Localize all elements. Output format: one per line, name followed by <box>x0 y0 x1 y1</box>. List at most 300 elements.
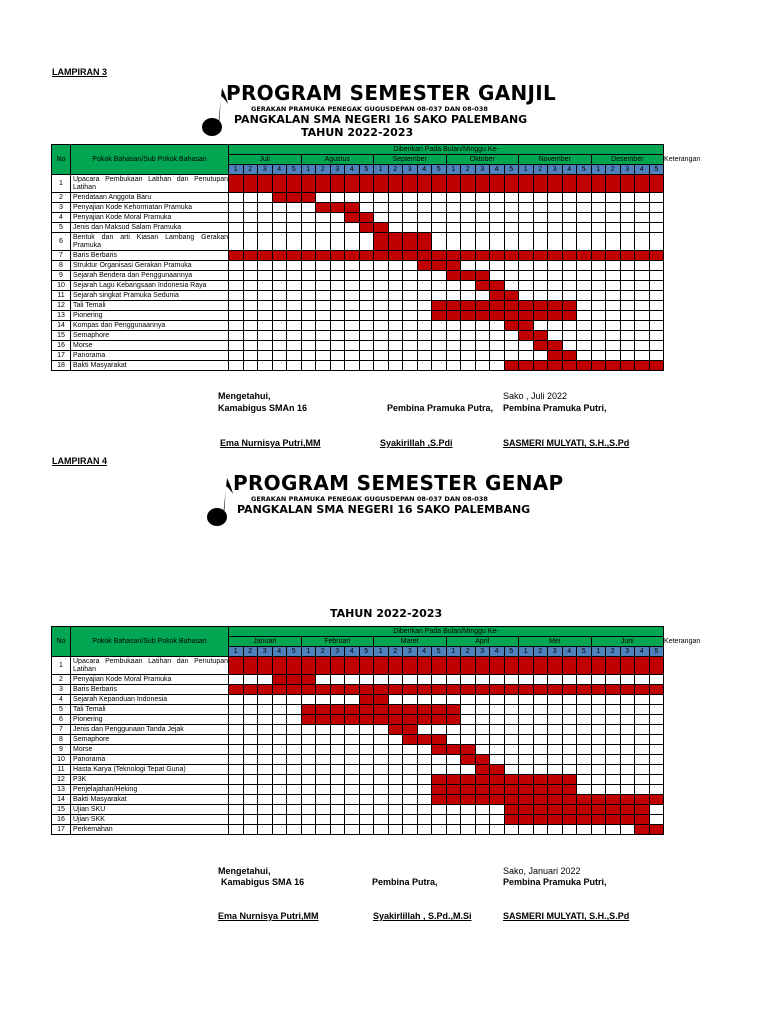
scheduled-cell <box>548 657 563 675</box>
empty-cell <box>562 341 577 351</box>
scheduled-cell <box>620 361 635 371</box>
scheduled-cell <box>388 175 403 193</box>
scheduled-cell <box>606 805 621 815</box>
empty-cell <box>504 261 519 271</box>
empty-cell <box>272 281 287 291</box>
empty-cell <box>577 695 592 705</box>
empty-cell <box>504 745 519 755</box>
empty-cell <box>649 271 664 281</box>
empty-cell <box>316 785 331 795</box>
empty-cell <box>446 765 461 775</box>
row-topic: Jenis dan Penggunaan Tanda Jejak <box>71 725 229 735</box>
empty-cell <box>461 341 476 351</box>
week-number: 5 <box>504 165 519 175</box>
empty-cell <box>258 311 273 321</box>
week-number: 3 <box>403 647 418 657</box>
empty-cell <box>388 203 403 213</box>
empty-cell <box>258 795 273 805</box>
empty-cell <box>301 203 316 213</box>
empty-cell <box>388 805 403 815</box>
empty-cell <box>272 223 287 233</box>
empty-cell <box>287 795 302 805</box>
empty-cell <box>345 261 360 271</box>
empty-cell <box>301 815 316 825</box>
scheduled-cell <box>519 775 534 785</box>
scheduled-cell <box>432 735 447 745</box>
scheduled-cell <box>287 175 302 193</box>
empty-cell <box>258 281 273 291</box>
week-number: 1 <box>374 165 389 175</box>
empty-cell <box>591 213 606 223</box>
empty-cell <box>272 203 287 213</box>
row-topic: Sejarah Kepanduan Indonesia <box>71 695 229 705</box>
scheduled-cell <box>620 251 635 261</box>
subtitle-school: PANGKALAN SMA NEGERI 16 SAKO PALEMBANG <box>234 113 528 126</box>
empty-cell <box>316 755 331 765</box>
scheduled-cell <box>287 675 302 685</box>
empty-cell <box>316 223 331 233</box>
scheduled-cell <box>258 685 273 695</box>
week-number: 5 <box>649 647 664 657</box>
empty-cell <box>388 261 403 271</box>
table-row <box>52 745 664 755</box>
scheduled-cell <box>446 175 461 193</box>
empty-cell <box>359 301 374 311</box>
empty-cell <box>403 281 418 291</box>
scheduled-cell <box>359 695 374 705</box>
scheduled-cell <box>606 795 621 805</box>
empty-cell <box>359 233 374 251</box>
empty-cell <box>577 213 592 223</box>
empty-cell <box>287 223 302 233</box>
empty-cell <box>417 825 432 835</box>
empty-cell <box>446 331 461 341</box>
row-number: 7 <box>52 251 71 261</box>
empty-cell <box>533 735 548 745</box>
empty-cell <box>461 805 476 815</box>
empty-cell <box>287 301 302 311</box>
table-row <box>52 291 664 301</box>
empty-cell <box>504 233 519 251</box>
scheduled-cell <box>359 715 374 725</box>
empty-cell <box>301 271 316 281</box>
empty-cell <box>272 725 287 735</box>
empty-cell <box>519 351 534 361</box>
scheduled-cell <box>504 301 519 311</box>
empty-cell <box>562 331 577 341</box>
empty-cell <box>562 825 577 835</box>
empty-cell <box>461 705 476 715</box>
empty-cell <box>330 213 345 223</box>
week-number: 4 <box>490 165 505 175</box>
empty-cell <box>533 765 548 775</box>
empty-cell <box>287 271 302 281</box>
empty-cell <box>577 725 592 735</box>
empty-cell <box>591 223 606 233</box>
empty-cell <box>475 815 490 825</box>
empty-cell <box>606 745 621 755</box>
empty-cell <box>287 351 302 361</box>
empty-cell <box>243 271 258 281</box>
empty-cell <box>533 223 548 233</box>
empty-cell <box>475 675 490 685</box>
month-header: April <box>446 637 519 647</box>
empty-cell <box>258 291 273 301</box>
empty-cell <box>548 213 563 223</box>
scheduled-cell <box>635 825 650 835</box>
row-number: 12 <box>52 301 71 311</box>
row-topic: Sejarah singkat Pramuka Sedunia <box>71 291 229 301</box>
empty-cell <box>519 261 534 271</box>
empty-cell <box>243 815 258 825</box>
table-row <box>52 193 664 203</box>
empty-cell <box>243 261 258 271</box>
empty-cell <box>403 351 418 361</box>
scheduled-cell <box>374 695 389 705</box>
scheduled-cell <box>475 795 490 805</box>
row-topic: Tali Temali <box>71 705 229 715</box>
empty-cell <box>533 725 548 735</box>
empty-cell <box>591 331 606 341</box>
empty-cell <box>490 203 505 213</box>
empty-cell <box>301 775 316 785</box>
empty-cell <box>519 271 534 281</box>
scheduled-cell <box>446 251 461 261</box>
scheduled-cell <box>330 715 345 725</box>
scheduled-cell <box>229 657 244 675</box>
empty-cell <box>316 311 331 321</box>
week-number: 2 <box>243 647 258 657</box>
scheduled-cell <box>301 705 316 715</box>
empty-cell <box>388 735 403 745</box>
scheduled-cell <box>533 175 548 193</box>
empty-cell <box>272 765 287 775</box>
column-header-topic: Pokok Bahasan/Sub Pokok Bahasan <box>71 627 229 657</box>
table-row <box>52 311 664 321</box>
empty-cell <box>649 755 664 765</box>
empty-cell <box>649 745 664 755</box>
empty-cell <box>243 765 258 775</box>
table-row <box>52 203 664 213</box>
empty-cell <box>635 745 650 755</box>
empty-cell <box>287 233 302 251</box>
empty-cell <box>562 765 577 775</box>
empty-cell <box>649 695 664 705</box>
row-number: 16 <box>52 341 71 351</box>
empty-cell <box>591 321 606 331</box>
empty-cell <box>301 261 316 271</box>
empty-cell <box>374 341 389 351</box>
empty-cell <box>533 233 548 251</box>
row-number: 18 <box>52 361 71 371</box>
empty-cell <box>316 213 331 223</box>
empty-cell <box>287 213 302 223</box>
empty-cell <box>229 755 244 765</box>
empty-cell <box>258 705 273 715</box>
empty-cell <box>446 321 461 331</box>
empty-cell <box>359 331 374 341</box>
empty-cell <box>475 735 490 745</box>
empty-cell <box>403 213 418 223</box>
empty-cell <box>649 261 664 271</box>
scheduled-cell <box>591 795 606 805</box>
empty-cell <box>461 725 476 735</box>
signer-name-putra: Syakirlillah , S.Pd.,M.Si <box>373 911 472 921</box>
week-number: 4 <box>345 165 360 175</box>
empty-cell <box>330 193 345 203</box>
week-number: 5 <box>287 647 302 657</box>
empty-cell <box>620 291 635 301</box>
signer-name-kamabigus: Ema Nurnisya Putri,MM <box>218 911 319 921</box>
empty-cell <box>287 785 302 795</box>
table-row <box>52 321 664 331</box>
empty-cell <box>533 261 548 271</box>
table-row <box>52 331 664 341</box>
week-number: 4 <box>272 165 287 175</box>
empty-cell <box>461 351 476 361</box>
scheduled-cell <box>345 203 360 213</box>
empty-cell <box>562 705 577 715</box>
scheduled-cell <box>490 301 505 311</box>
empty-cell <box>374 675 389 685</box>
empty-cell <box>635 193 650 203</box>
empty-cell <box>417 321 432 331</box>
empty-cell <box>548 331 563 341</box>
scheduled-cell <box>490 251 505 261</box>
empty-cell <box>519 675 534 685</box>
empty-cell <box>606 301 621 311</box>
scheduled-cell <box>403 735 418 745</box>
empty-cell <box>359 775 374 785</box>
empty-cell <box>301 755 316 765</box>
empty-cell <box>461 695 476 705</box>
scheduled-cell <box>533 301 548 311</box>
empty-cell <box>403 795 418 805</box>
row-number: 15 <box>52 805 71 815</box>
scheduled-cell <box>272 675 287 685</box>
empty-cell <box>243 193 258 203</box>
empty-cell <box>374 775 389 785</box>
row-topic: P3K <box>71 775 229 785</box>
subtitle-school: PANGKALAN SMA NEGERI 16 SAKO PALEMBANG <box>237 503 531 516</box>
week-number: 5 <box>504 647 519 657</box>
pembina-putri-label: Pembina Pramuka Putri, <box>503 877 607 887</box>
empty-cell <box>287 321 302 331</box>
empty-cell <box>446 805 461 815</box>
empty-cell <box>606 695 621 705</box>
scheduled-cell <box>475 685 490 695</box>
empty-cell <box>258 755 273 765</box>
week-number: 5 <box>359 647 374 657</box>
empty-cell <box>490 735 505 745</box>
empty-cell <box>562 291 577 301</box>
table-row <box>52 657 664 675</box>
scheduled-cell <box>519 251 534 261</box>
empty-cell <box>562 745 577 755</box>
empty-cell <box>519 725 534 735</box>
week-number: 1 <box>301 647 316 657</box>
empty-cell <box>461 281 476 291</box>
empty-cell <box>345 805 360 815</box>
empty-cell <box>374 281 389 291</box>
scheduled-cell <box>533 341 548 351</box>
scheduled-cell <box>287 251 302 261</box>
empty-cell <box>490 321 505 331</box>
empty-cell <box>504 735 519 745</box>
scheduled-cell <box>519 175 534 193</box>
month-header: September <box>374 155 447 165</box>
empty-cell <box>330 223 345 233</box>
scheduled-cell <box>388 685 403 695</box>
scheduled-cell <box>533 251 548 261</box>
empty-cell <box>635 725 650 735</box>
table-row <box>52 351 664 361</box>
empty-cell <box>229 695 244 705</box>
empty-cell <box>301 805 316 815</box>
empty-cell <box>229 765 244 775</box>
empty-cell <box>504 695 519 705</box>
scheduled-cell <box>562 815 577 825</box>
column-header-topic: Pokok Bahasan/Sub Pokok Bahasan <box>71 145 229 175</box>
week-number: 4 <box>635 647 650 657</box>
empty-cell <box>330 795 345 805</box>
empty-cell <box>243 361 258 371</box>
week-number: 5 <box>649 165 664 175</box>
empty-cell <box>475 321 490 331</box>
empty-cell <box>316 795 331 805</box>
scheduled-cell <box>504 795 519 805</box>
empty-cell <box>461 825 476 835</box>
empty-cell <box>591 695 606 705</box>
scheduled-cell <box>562 685 577 695</box>
empty-cell <box>548 745 563 755</box>
empty-cell <box>446 735 461 745</box>
empty-cell <box>229 805 244 815</box>
empty-cell <box>316 233 331 251</box>
empty-cell <box>606 261 621 271</box>
scheduled-cell <box>548 785 563 795</box>
empty-cell <box>417 203 432 213</box>
empty-cell <box>403 675 418 685</box>
signer-name-putri: SASMERI MULYATI, S.H.,S.Pd <box>503 911 630 921</box>
empty-cell <box>577 203 592 213</box>
scheduled-cell <box>490 291 505 301</box>
scheduled-cell <box>591 657 606 675</box>
scheduled-cell <box>475 755 490 765</box>
empty-cell <box>446 725 461 735</box>
week-number: 4 <box>272 647 287 657</box>
empty-cell <box>649 311 664 321</box>
empty-cell <box>577 705 592 715</box>
empty-cell <box>345 291 360 301</box>
scheduled-cell <box>446 311 461 321</box>
scheduled-cell <box>620 815 635 825</box>
empty-cell <box>533 825 548 835</box>
row-topic: Penyajian Kode Moral Pramuka <box>71 675 229 685</box>
scheduled-cell <box>591 251 606 261</box>
scheduled-cell <box>287 193 302 203</box>
empty-cell <box>301 213 316 223</box>
row-number: 6 <box>52 233 71 251</box>
empty-cell <box>301 745 316 755</box>
scheduled-cell <box>432 175 447 193</box>
empty-cell <box>635 281 650 291</box>
empty-cell <box>417 311 432 321</box>
empty-cell <box>519 281 534 291</box>
column-header-no: No <box>52 627 71 657</box>
table-row <box>52 685 664 695</box>
empty-cell <box>330 755 345 765</box>
empty-cell <box>287 775 302 785</box>
scheduled-cell <box>388 251 403 261</box>
empty-cell <box>388 331 403 341</box>
row-number: 4 <box>52 213 71 223</box>
empty-cell <box>635 341 650 351</box>
scheduled-cell <box>504 657 519 675</box>
month-header: Mei <box>519 637 592 647</box>
scheduled-cell <box>316 251 331 261</box>
empty-cell <box>490 825 505 835</box>
empty-cell <box>243 233 258 251</box>
scheduled-cell <box>475 271 490 281</box>
empty-cell <box>635 735 650 745</box>
week-number: 1 <box>519 647 534 657</box>
empty-cell <box>359 311 374 321</box>
scheduled-cell <box>330 203 345 213</box>
empty-cell <box>388 281 403 291</box>
empty-cell <box>519 213 534 223</box>
row-topic: Struktur Organisasi Gerakan Pramuka <box>71 261 229 271</box>
empty-cell <box>403 775 418 785</box>
empty-cell <box>258 193 273 203</box>
schedule-table: No Pokok Bahasan/Sub Pokok Bahasan Diberikan Pada Bulan/Minggu Ke- Keterangan Januari Februari Maret April Mei Juni 1 2 3 4 5 1 2 3 4 5 1 2 3 4 5 1 2 3 4 5 1 2 3 4 5 1 2 3 4 5 1 Upacara Pembukaan Latihan dan Penutupan Latihan 2 Penyajian Kode Moral Pramuka 3 Baris Berbaris 4 Sejarah Kepanduan Indonesia 5 Tali Temali 6 Pionering 7 Jenis dan Penggunaan Tanda Jejak 8 Semaphore 9 Morse 10 Panorama 11 Hasta Karya (Teknologi Tepat Guna) 12 P3K 13 Penjelajahan/Heking 14 Bakti Masyarakat 15 Ujian SKU 16 Ujian SKK 17 Perkemahan <box>51 626 664 835</box>
scheduled-cell <box>577 175 592 193</box>
scheduled-cell <box>548 341 563 351</box>
empty-cell <box>490 695 505 705</box>
empty-cell <box>345 223 360 233</box>
month-header: Agustus <box>301 155 374 165</box>
empty-cell <box>345 301 360 311</box>
scheduled-cell <box>606 175 621 193</box>
scheduled-cell <box>591 805 606 815</box>
empty-cell <box>229 775 244 785</box>
empty-cell <box>243 735 258 745</box>
empty-cell <box>504 755 519 765</box>
empty-cell <box>490 271 505 281</box>
table-row <box>52 815 664 825</box>
week-number: 4 <box>490 647 505 657</box>
empty-cell <box>345 351 360 361</box>
scheduled-cell <box>316 705 331 715</box>
empty-cell <box>359 795 374 805</box>
empty-cell <box>388 193 403 203</box>
empty-cell <box>374 271 389 281</box>
empty-cell <box>432 695 447 705</box>
empty-cell <box>649 351 664 361</box>
empty-cell <box>272 695 287 705</box>
scheduled-cell <box>374 685 389 695</box>
empty-cell <box>345 785 360 795</box>
empty-cell <box>432 825 447 835</box>
empty-cell <box>388 675 403 685</box>
subtitle-organization: GERAKAN PRAMUKA PENEGAK GUGUSDEPAN 08-037 DAN 08-038 <box>251 495 488 503</box>
empty-cell <box>330 301 345 311</box>
empty-cell <box>229 203 244 213</box>
empty-cell <box>620 301 635 311</box>
empty-cell <box>330 675 345 685</box>
empty-cell <box>533 745 548 755</box>
row-number: 5 <box>52 705 71 715</box>
